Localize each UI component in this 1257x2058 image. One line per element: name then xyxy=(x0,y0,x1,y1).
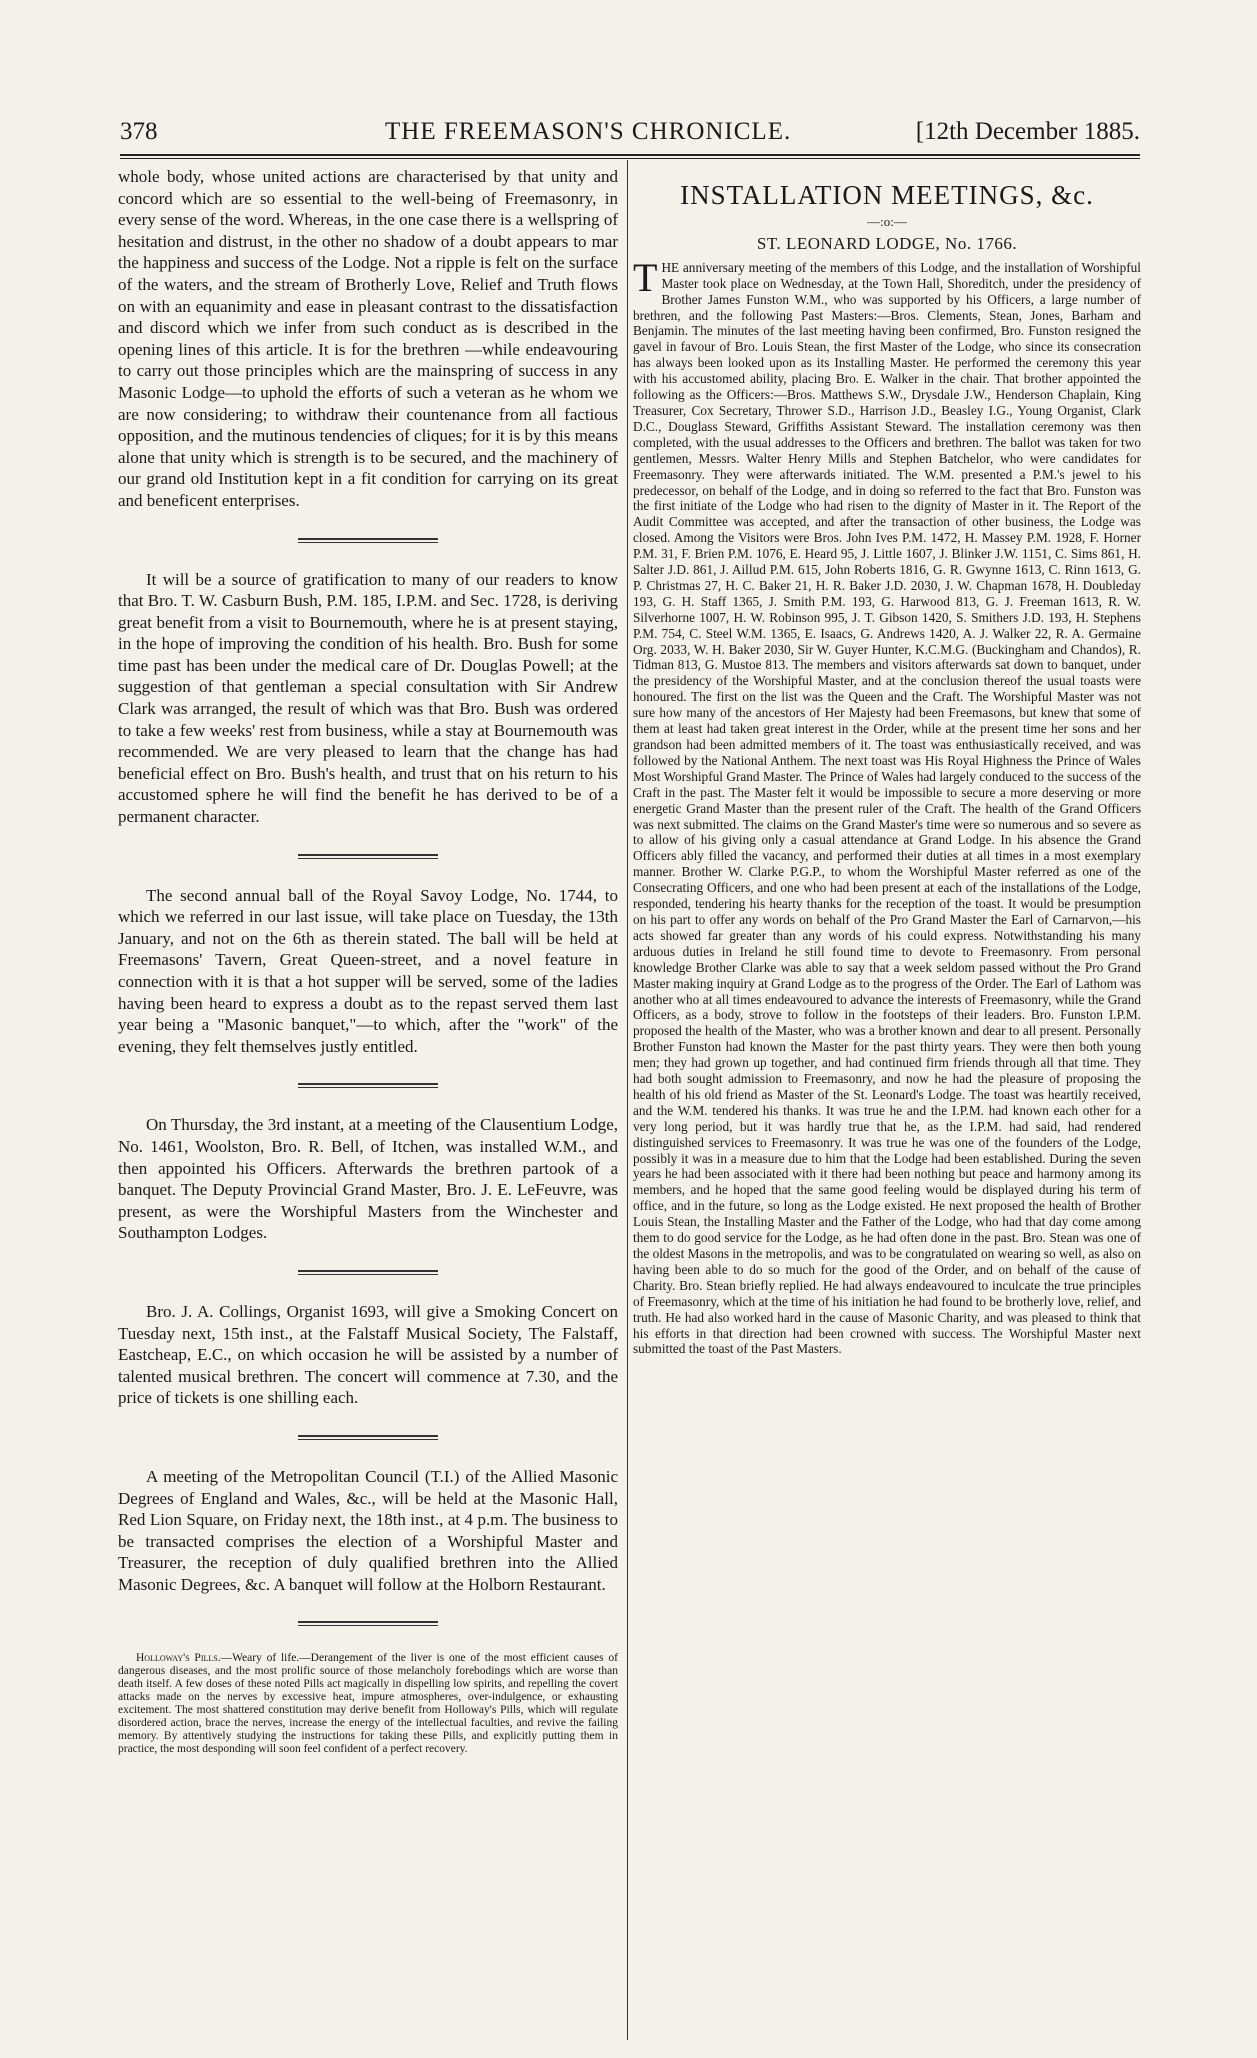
article-continuation: whole body, whose united actions are characterised by that unity and concord which are so essential to the well-being of Freemasonry, in every sense of the word. Whereas, in the one case there is a wellspring of hesitation and distrust, in the other no shadow of a doubt appears to mar the happiness and success of the Lodge. Not a ripple is felt on the surface of the waters, and the stream of Brotherly Love, Relief and Truth flows on with an equanimity and ease in pleasant contrast to the dissatisfaction and discord which we infer from such conduct as is described in the opening lines of this article. It is for the brethren —while endeavouring to carry out those principles which are the mainspring of success in any Masonic Lodge—to uphold the efforts of such a veteran as he whom we are now considering; to withdraw their countenance from all factious opposition, and the mutinous tendencies of cliques; for it is by this means alone that unity which is strength is to be secured, and the machinery of our grand old Institution kept in a fit condition for carrying on its great and beneficent enterprises. xyxy=(118,167,619,510)
left-column xyxy=(118,166,618,1756)
paragraph-bush: It will be a source of gratification to many of our readers to know that Bro. T. W. Casburn Bush, P.M. 185, I.P.M. and Sec. 1728, is deriving great benefit from a visit to Bournemouth, where he is at present staying, in the hope of improving the condition of his health. Bro. Bush for some time past has been under the medical care of Dr. Douglas Powell; at the suggestion of that gentleman a special consultation with Sir Andrew Clark was arranged, the result of which was that Bro. Bush was ordered to take a few weeks' rest from business, while a stay at Bournemouth was recommended. We are very pleased to learn that the change has had beneficial effect on Bro. Bush's health, and trust that on his return to his accustomed sphere he will find the benefit he has derived to be of a permanent character. xyxy=(118,569,618,827)
note-text: —Weary of life.—Derangement of the liver is one of the most efficient causes of dangerous diseases, and the most prolific source of those melancholy forebodings which are worse than death itself. A few doses of these noted Pills act magically in dispelling low spirits, and repelling the covert attacks made on the nerves by excessive heat, impure atmospheres, over-indulgence, or exhausting excitement. The most shattered constitution may derive benefit from Holloway's Pills, which will regulate disordered action, brace the nerves, increase the energy of the intellectual faculties, and revive the failing memory. By attentively studying the instructions for taking these Pills, and explicitly putting them in practice, the most desponding will soon feel confident of a perfect recovery. xyxy=(118,1652,619,1756)
paragraph-metropolitan-council: A meeting of the Metropolitan Council (T.I.) of the Allied Masonic Degrees of England and Wales, &c., will be held at the Masonic Hall, Red Lion Square, on Friday next, the 18th inst., at 4 p.m. The business to be transacted comprises the election of a Worshipful Master and Treasurer, the reception of duly qualified brethren into the Allied Masonic Degrees, &c. A banquet will follow at the Holborn Restaurant. xyxy=(118,1466,618,1594)
report-body: HE anniversary meeting of the members of this Lodge, and the installation of Worshipful Master took place on Wednesday, at the Town Hall, Shoreditch, under the presidency of Brother James Funston W.M., who was supported by his Officers, a large number of brethren, and the following Past Masters:—Bros. Clements, Stean, Jones, Barham and Benjamin. The minutes of the last meeting having been confirmed, Bro. Funston resigned the gavel in favour of Bro. Louis Stean, the first Master of the Lodge, who since its consecration has always been looked upon as its Installing Master. He performed the ceremony this year with his accustomed ability, placing Bro. E. Walker in the chair. That brother appointed the following as the Officers:—Bros. Matthews S.W., Drysdale J.W., Henderson Chaplain, King Treasurer, Cox Secretary, Thrower S.D., Harrison J.D., Beasley I.G., Young Organist, Clark D.C., Douglass Steward, Griffiths Assistant Steward. The installation ceremony was then completed, with the usual addresses to the Officers and brethren. The ballot was taken for two gentlemen, Messrs. Walter Henry Mills and Stephen Batchelor, who were candidates for Freemasonry. They were afterwards initiated. The W.M. presented a P.M.'s jewel to his predecessor, on behalf of the Lodge, and in doing so referred to the fact that Bro. Funston was the first initiate of the Lodge who had risen to the dignity of Master in it. The Report of the Audit Committee was accepted, and after the transaction of other business, the Lodge was closed. Among the Visitors were Bros. John Ives P.M. 1472, H. Massey P.M. 1928, F. Horner P.M. 31, F. Brien P.M. 1076, E. Heard 95, J. Little 1607, J. Blinker J.W. 1151, C. Sims 861, H. Salter J.D. 861, J. Aillud P.M. 615, John Roberts 1816, G. R. Gwynne 1613, C. Rinn 1613, G. P. Christmas 27, H. C. Baker 21, H. R. Baker J.D. 2030, J. W. Chapman 1678, H. Doubleday 193, G. H. Staff 1365, J. Smith P.M. 193, G. Harwood 813, G. J. Freeman 1613, R. W. Silverhorne 1007, H. W. Robinson 995, J. T. Gibson 1420, S. Smithers J.D. 193, H. Stephens P.M. 754, C. Steel W.M. 1365, E. Isaacs, G. Andrews 1420, A. J. Walker 22, R. A. Germaine Org. 2033, W. H. Baker 2030, Sir W. Guyer Hunter, K.C.M.G. (Buckingham and Chandos), R. Tidman 813, G. Mustoe 813. The members and visitors afterwards sat down to banquet, under the presidency of the Worshipful Master, and at the conclusion thereof the usual toasts were honoured. The first on the list was the Queen and the Craft. The Worshipful Master was not sure how many of the ancestors of Her Majesty had been Freemasons, but knew that some of them at least had taken great interest in the Order, while at the present time her sons and her grandson had been admitted members of it. The toast was enthusiastically received, and was followed by the National Anthem. The next toast was His Royal Highness the Prince of Wales Most Worshipful Grand Master. The Prince of Wales had largely conduced to the success of the Craft in the past. The Master felt it would be impossible to secure a more deserving or more energetic Grand Master than the present ruler of the Craft. The health of the Grand Officers was next submitted. The claims on the Grand Master's time were so numerous and so severe as to allow of his giving only a casual attendance at Grand Lodge. In his absence the Grand Officers ably filled the vacancy, and performed their duties at all times in a most exemplary manner. Brother W. Clarke P.G.P., to whom the Worshipful Master referred as one of the Consecrating Officers, and one who had been present at each of the installations of the Lodge, responded, tendering his hearty thanks for the reception of the toast. It would be presumption on his part to offer any words on behalf of the Pro Grand Master the Earl of Carnarvon,—his acts showed far greater than any words of his could express. Notwithstanding his many arduous duties in Ireland he still found time to devote to Freemasonry. From personal knowledge Brother Clarke was able to say that a week seldom passed without the Pro Grand Master making inquiry at Grand Lodge as to the progress of the Order. The Earl of Lathom was another who at all times endeavoured to advance the interests of Freemasonry, while the Grand Officers, as a body, strove to follow in the footsteps of their leaders. Bro. Funston I.P.M. proposed the health of the Master, who was a brother known and dear to all present. Personally Brother Funston had known the Master for the past thirty years. They were then both young men; they had grown up together, and had continued firm friends through all that time. They had both sought admission to Freemasonry, and now he had the pleasure of proposing the health of his old friend as Master of the St. Leonard's Lodge. The toast was heartily received, and the W.M. tendered his thanks. It was true he and the I.P.M. had known each other for a very long period, but it was hardly true that he, as the I.P.M. had said, had rendered distinguished services to Freemasonry. It was true he was one of the founders of the Lodge, possibly it was in a measure due to him that the Lodge had been established. During the seven years he had been associated with it there had been nothing but peace and harmony among its members, and he hoped that the same good feeling would be displayed during his term of office, and in the future, so long as the Lodge existed. He next proposed the health of Brother Louis Stean, the Installing Master and the Father of the Lodge, who had that day come among them to do good service for the Lodge, as he had often done in the past. Bro. Stean was one of the oldest Masons in the metropolis, and was to be congratulated on wearing so well, as also on having been able to do so much for the good of the Order, and on behalf of the cause of Charity. Bro. Stean briefly replied. He had always endeavoured to inculcate the true principles of Freemasonry, which at the time of his initiation he had found to be brotherly love, relief, and truth. He had also worked hard in the cause of Masonic Charity, and was pleased to think that his efforts in that direction had been crowned with success. The Worshipful Master next submitted the toast of the Past Masters. xyxy=(633,259,1141,1357)
separator-rule xyxy=(298,538,438,543)
page-header xyxy=(120,118,1140,158)
header-rule-thin xyxy=(120,158,1140,159)
section-title: INSTALLATION MEETINGS, &c. xyxy=(680,180,1094,210)
lodge-subtitle: ST. LEONARD LODGE, No. 1766. xyxy=(756,233,1018,253)
section-ornament: —:o:— xyxy=(867,214,907,229)
right-column xyxy=(633,166,1141,1357)
paragraph-clausentium: On Thursday, the 3rd instant, at a meeting of the Clausentium Lodge, No. 1461, Woolston, Bro. R. Bell, of Itchen, was installed W.M., and then appointed his Officers. Afterwards the brethren partook of a banquet. The Deputy Provincial Grand Master, Bro. J. E. LeFeuvre, was present, as were the Worshipful Masters from the Winchester and Southampton Lodges. xyxy=(118,1115,618,1243)
page-number: 378 xyxy=(120,118,158,145)
drop-cap: T xyxy=(633,254,658,300)
publication-title: THE FREEMASON'S CHRONICLE. xyxy=(385,118,792,145)
issue-date: [12th December 1885. xyxy=(915,118,1140,145)
separator-rule xyxy=(298,1435,438,1440)
separator-rule xyxy=(298,854,438,859)
separator-rule xyxy=(298,1621,438,1626)
separator-rule xyxy=(298,1270,438,1275)
installation-report xyxy=(633,254,1141,1358)
column-divider xyxy=(627,160,628,2040)
note-lead: Holloway's Pills. xyxy=(136,1652,221,1665)
advertisement-note xyxy=(118,1652,618,1756)
paragraph-collings-concert: Bro. J. A. Collings, Organist 1693, will give a Smoking Concert on Tuesday next, 15th inst., at the Falstaff Musical Society, The Falstaff, Eastcheap, E.C., on which occasion he will be assisted by a number of talented musical brethren. The concert will commence at 7.30, and the price of tickets is one shilling each. xyxy=(118,1301,618,1408)
separator-rule xyxy=(298,1083,438,1088)
paragraph-savoy-ball: The second annual ball of the Royal Savoy Lodge, No. 1744, to which we referred in our last issue, will take place on Tuesday, the 13th January, and not on the 6th as therein stated. The ball will be held at Freemasons' Tavern, Great Queen-street, and a novel feature in connection with it is that a hot supper will be served, some of the ladies having been heard to express a doubt as to the repast served them last year being a "Masonic banquet,"—to which, after the "work" of the evening, they felt themselves justly entitled. xyxy=(118,885,618,1056)
header-rule xyxy=(120,154,1140,156)
